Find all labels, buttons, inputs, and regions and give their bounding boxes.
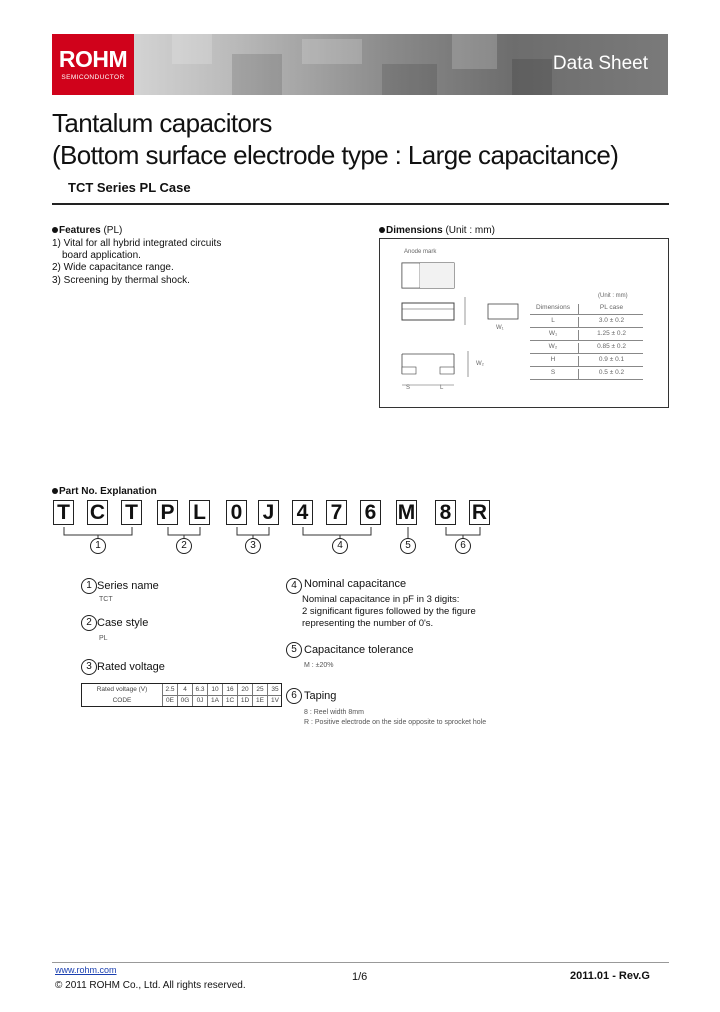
voltage-value: 35 — [271, 686, 279, 693]
nominal-cap-line: Nominal capacitance in pF in 3 digits: — [302, 594, 460, 605]
nominal-cap-title: Nominal capacitance — [304, 578, 407, 590]
banner-tile — [302, 39, 362, 64]
part-char: 7 — [326, 500, 347, 525]
part-char: 4 — [292, 500, 313, 525]
doc-type-label: Data Sheet — [552, 53, 648, 74]
banner-tile — [232, 54, 282, 95]
part-no-heading — [52, 486, 157, 497]
table-cell: 0.85 ± 0.2 — [578, 343, 644, 353]
features-heading-text: Features — [59, 225, 101, 236]
tolerance-title: Capacitance tolerance — [304, 644, 414, 656]
index-circle: 5 — [400, 538, 416, 554]
voltage-header-label: Rated voltage (V) — [96, 686, 148, 693]
table-cell: 1.25 ± 0.2 — [578, 330, 644, 340]
voltage-value: 10 — [211, 686, 219, 693]
index-circle: 1 — [90, 538, 106, 554]
logo-brand: ROHM — [58, 46, 128, 72]
rated-voltage-title: Rated voltage — [97, 661, 165, 673]
index-circle: 6 — [286, 688, 302, 704]
table-row — [530, 328, 643, 341]
unit-note: (Unit : mm) — [598, 293, 628, 299]
dimensions-figure — [379, 238, 669, 408]
code-value: 1C — [225, 697, 235, 704]
series-name: TCT Series PL Case — [68, 180, 191, 195]
w2-label: W₂ — [476, 361, 484, 367]
table-header-cell: Dimensions — [536, 304, 570, 311]
index-circle: 6 — [455, 538, 471, 554]
page-number: 1/6 — [352, 971, 368, 983]
table-cell: L — [551, 317, 555, 324]
rohm-website-link[interactable]: www.rohm.com — [55, 965, 117, 975]
part-char: 0 — [226, 500, 247, 525]
table-cell: 0.9 ± 0.1 — [578, 356, 644, 366]
feature-item: 1) Vital for all hybrid integrated circuits — [52, 238, 222, 249]
index-circle: 3 — [245, 538, 261, 554]
part-char: M — [397, 501, 416, 524]
table-row — [530, 315, 643, 328]
part-char: J — [258, 500, 279, 525]
nominal-cap-line: 2 significant figures followed by the figure — [302, 606, 476, 617]
code-value: 0E — [166, 697, 174, 704]
index-circle: 5 — [286, 642, 302, 658]
code-header-label: CODE — [112, 697, 132, 704]
dimensions-heading-text: Dimensions — [386, 225, 443, 236]
table-header-cell — [82, 684, 162, 706]
title-divider — [52, 203, 669, 205]
index-circle: 1 — [81, 578, 97, 594]
logo-subtitle: SEMICONDUCTOR — [61, 74, 125, 81]
feature-item: board application. — [62, 250, 141, 261]
part-no-brackets — [0, 525, 720, 545]
table-cell: 3.0 ± 0.2 — [578, 317, 644, 327]
page-title: Tantalum capacitors — [52, 108, 272, 138]
copyright-notice: © 2011 ROHM Co., Ltd. All rights reserved. — [55, 980, 246, 991]
part-char: T — [53, 500, 74, 525]
index-circle: 4 — [286, 578, 302, 594]
part-char: T — [121, 500, 142, 525]
feature-item: 2) Wide capacitance range. — [52, 262, 174, 273]
table-header-row — [530, 302, 643, 315]
voltage-value: 2.5 — [165, 686, 175, 693]
index-circle: 2 — [81, 615, 97, 631]
page-subtitle: (Bottom surface electrode type : Large capacitance) — [52, 140, 619, 170]
table-cell: W₂ — [548, 343, 558, 350]
table-row — [530, 367, 643, 380]
part-char: P — [157, 500, 178, 525]
feature-item: 3) Screening by thermal shock. — [52, 275, 190, 286]
code-value: 1V — [271, 697, 279, 704]
index-circle: 2 — [176, 538, 192, 554]
banner-tile — [452, 34, 497, 69]
bullet-icon — [379, 227, 385, 233]
banner-tile — [512, 59, 552, 95]
code-value: 1E — [256, 697, 264, 704]
bullet-icon — [52, 488, 58, 494]
voltage-value: 4 — [183, 686, 187, 693]
w1-label: W₁ — [496, 325, 504, 331]
part-char: R — [469, 500, 490, 525]
case-style-value: PL — [99, 635, 108, 642]
code-value: 0J — [196, 697, 204, 704]
part-char: C — [87, 500, 108, 525]
series-name-title: Series name — [97, 580, 159, 592]
table-cell: W₁ — [548, 330, 558, 337]
voltage-value: 20 — [241, 686, 249, 693]
banner-tile — [382, 64, 437, 95]
code-value: 0G — [180, 697, 190, 704]
code-value: 1A — [211, 697, 219, 704]
series-name-value: TCT — [99, 596, 113, 603]
taping-line: R : Positive electrode on the side opposite to sprocket hole — [304, 719, 487, 726]
index-circle: 4 — [332, 538, 348, 554]
s-label: S — [406, 385, 411, 391]
features-heading-suffix: (PL) — [100, 225, 123, 236]
part-char: 6 — [360, 500, 381, 525]
index-circle: 3 — [81, 659, 97, 675]
table-cell: S — [550, 369, 556, 376]
footer-divider — [52, 962, 669, 963]
nominal-cap-line: representing the number of 0's. — [302, 618, 434, 629]
bullet-icon — [52, 227, 58, 233]
part-no-heading-text: Part No. Explanation — [59, 486, 157, 497]
features-heading — [52, 225, 122, 236]
table-row — [530, 341, 643, 354]
part-char: 8 — [435, 500, 456, 525]
rated-voltage-table — [81, 683, 282, 707]
table-row — [530, 354, 643, 367]
voltage-value: 6.3 — [195, 686, 205, 693]
anode-mark-label: Anode mark — [404, 249, 437, 255]
dimensions-heading-suffix: (Unit : mm) — [442, 225, 495, 236]
l-label: L — [440, 385, 444, 391]
table-header-cell: PL case — [578, 304, 644, 314]
part-char: L — [189, 500, 210, 525]
table-cell: 0.5 ± 0.2 — [578, 369, 644, 379]
banner-tile — [172, 34, 212, 64]
voltage-value: 16 — [226, 686, 234, 693]
taping-title: Taping — [304, 690, 337, 702]
rohm-logo — [52, 34, 134, 95]
table-row-divider — [162, 695, 281, 696]
code-value: 1D — [240, 697, 250, 704]
dimensions-heading — [379, 225, 495, 236]
taping-line: 8 : Reel width 8mm — [304, 709, 364, 716]
case-style-title: Case style — [97, 617, 149, 629]
table-cell: H — [550, 356, 556, 363]
voltage-value: 25 — [256, 686, 264, 693]
tolerance-value: M : ±20% — [304, 662, 334, 669]
revision-info: 2011.01 - Rev.G — [570, 970, 650, 982]
